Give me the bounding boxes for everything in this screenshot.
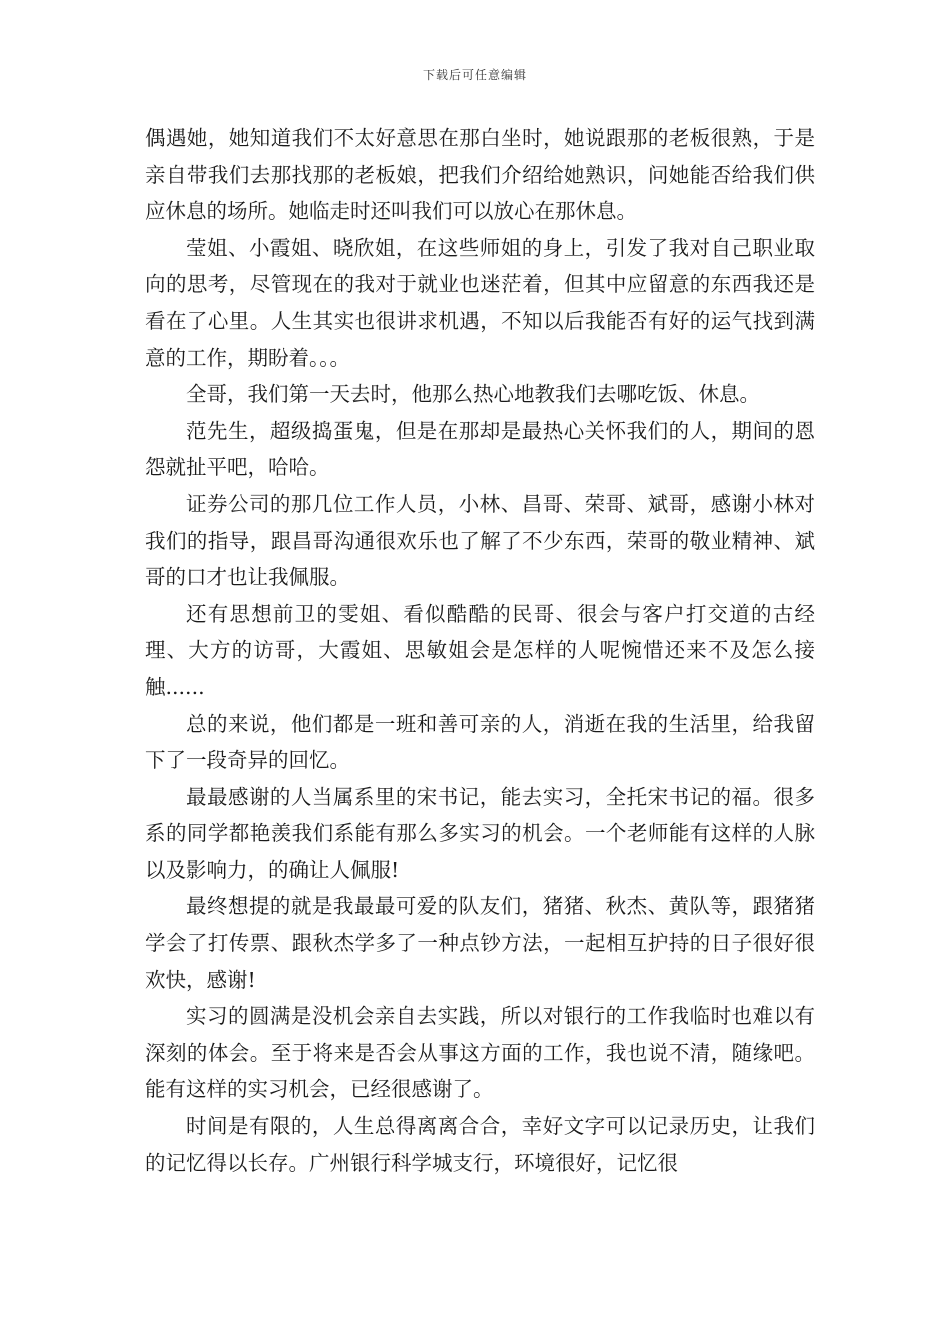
paragraph-1: 偶遇她，她知道我们不太好意思在那白坐时，她说跟那的老板很熟，于是亲自带我们去那找那的老板娘，把我们介绍给她熟识，问她能否给我们供应休息的场所。她临走时还叫我们可以放心在那休息。	[145, 126, 815, 224]
paragraph-10: 实习的圆满是没机会亲自去实践，所以对银行的工作我临时也难以有深刻的体会。至于将来是否会从事这方面的工作，我也说不清，随缘吧。能有这样的实习机会，已经很感谢了。	[145, 1004, 815, 1102]
paragraph-11: 时间是有限的，人生总得离离合合，幸好文字可以记录历史，让我们的记忆得以长存。广州银行科学城支行，环境很好，记忆很	[145, 1114, 815, 1175]
paragraph-6: 还有思想前卫的雯姐、看似酷酷的民哥、很会与客户打交道的古经理、大方的访哥，大霞姐、思敏姐会是怎样的人呢惋惜还来不及怎么接触......	[145, 601, 815, 699]
paragraph-7: 总的来说，他们都是一班和善可亲的人，消逝在我的生活里，给我留下了一段奇异的回忆。	[145, 711, 815, 773]
paragraph-8: 最最感谢的人当属系里的宋书记，能去实习，全托宋书记的福。很多系的同学都艳羡我们系能有那么多实习的机会。一个老师能有这样的人脉以及影响力，的确让人佩服!	[145, 784, 815, 882]
paragraph-4: 范先生，超级捣蛋鬼，但是在那却是最热心关怀我们的人，期间的恩怨就扯平吧，哈哈。	[145, 418, 815, 480]
page-header: 下载后可任意编辑	[422, 68, 527, 82]
paragraph-3: 全哥，我们第一天去时，他那么热心地教我们去哪吃饭、休息。	[186, 382, 760, 407]
paragraph-9: 最终想提的就是我最最可爱的队友们，猪猪、秋杰、黄队等，跟猪猪学会了打传票、跟秋杰学多了一种点钞方法，一起相互护持的日子很好很欢快，感谢!	[145, 894, 815, 992]
document-body	[145, 120, 815, 1181]
paragraph-2: 莹姐、小霞姐、晓欣姐，在这些师姐的身上，引发了我对自己职业取向的思考，尽管现在的我对于就业也迷茫着，但其中应留意的东西我还是看在了心里。人生其实也很讲求机遇，不知以后我能否有好的运气找到满意的工作，期盼着。。。	[145, 235, 815, 370]
paragraph-5: 证券公司的那几位工作人员，小林、昌哥、荣哥、斌哥，感谢小林对我们的指导，跟昌哥沟通很欢乐也了解了不少东西，荣哥的敬业精神、斌哥的口才也让我佩服。	[145, 491, 815, 590]
